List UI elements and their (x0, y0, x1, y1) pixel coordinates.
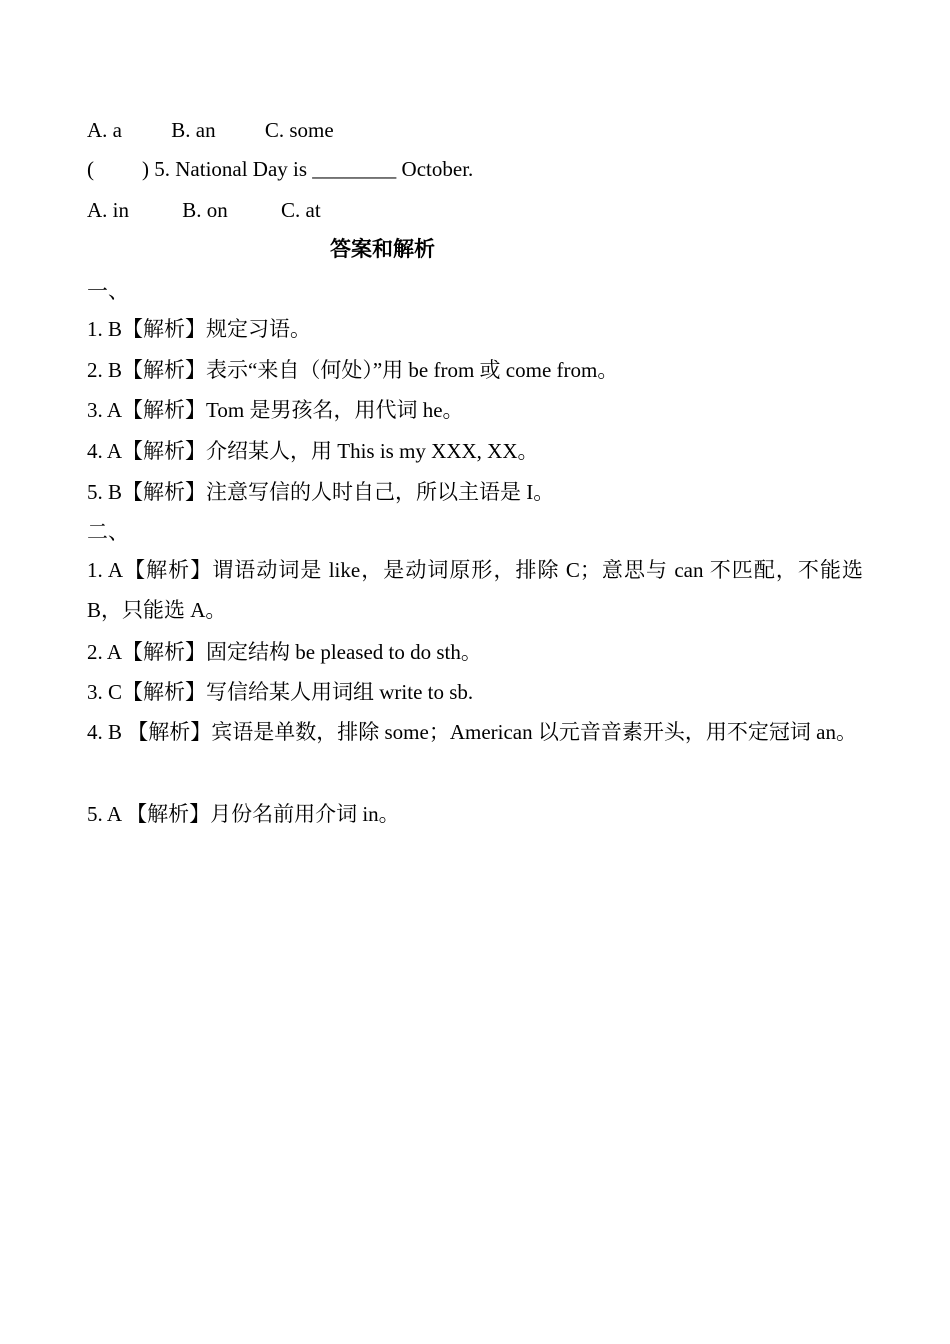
section-1-item-4: 4. A【解析】介绍某人，用 This is my XXX, XX。 (87, 439, 539, 463)
option-a: A. in (87, 198, 129, 222)
option-b: B. on (182, 198, 228, 222)
section-2-item-1: 1. A【解析】谓语动词是 like，是动词原形，排除 C；意思与 can 不匹配，不能选 B，只能选 A。 (87, 558, 863, 622)
option-a: A. a (87, 118, 122, 142)
option-b: B. an (171, 118, 216, 142)
section-1-label: 一、 (87, 279, 129, 303)
question-5 (87, 156, 473, 182)
section-1-item-1: 1. B【解析】规定习语。 (87, 317, 312, 341)
section-1-item-3: 3. A【解析】Tom 是男孩名，用代词 he。 (87, 398, 464, 422)
section-2-label: 二、 (87, 520, 129, 544)
section-2-item-2: 2. A【解析】固定结构 be pleased to do sth。 (87, 640, 482, 664)
q5-options (87, 197, 321, 223)
option-c: C. at (281, 198, 321, 222)
option-c: C. some (264, 118, 334, 142)
answer-bracket: ( (87, 157, 94, 181)
section-1-item-2: 2. B【解析】表示“来自（何处）”用 be from 或 come from。 (87, 358, 619, 382)
question-5-text: ) 5. National Day is ________ October. (142, 157, 474, 181)
q4-options (87, 117, 334, 143)
section-2-item-5: 5. A 【解析】月份名前用介词 in。 (87, 802, 400, 826)
section-1-item-5: 5. B【解析】注意写信的人时自己，所以主语是 I。 (87, 480, 555, 504)
answer-heading: 答案和解析 (330, 237, 435, 261)
section-2-item-4: 4. B 【解析】宾语是单数，排除 some；American 以元音音素开头，用不定冠词 an。 (87, 720, 857, 744)
section-2-item-3: 3. C【解析】写信给某人用词组 write to sb. (87, 680, 474, 704)
